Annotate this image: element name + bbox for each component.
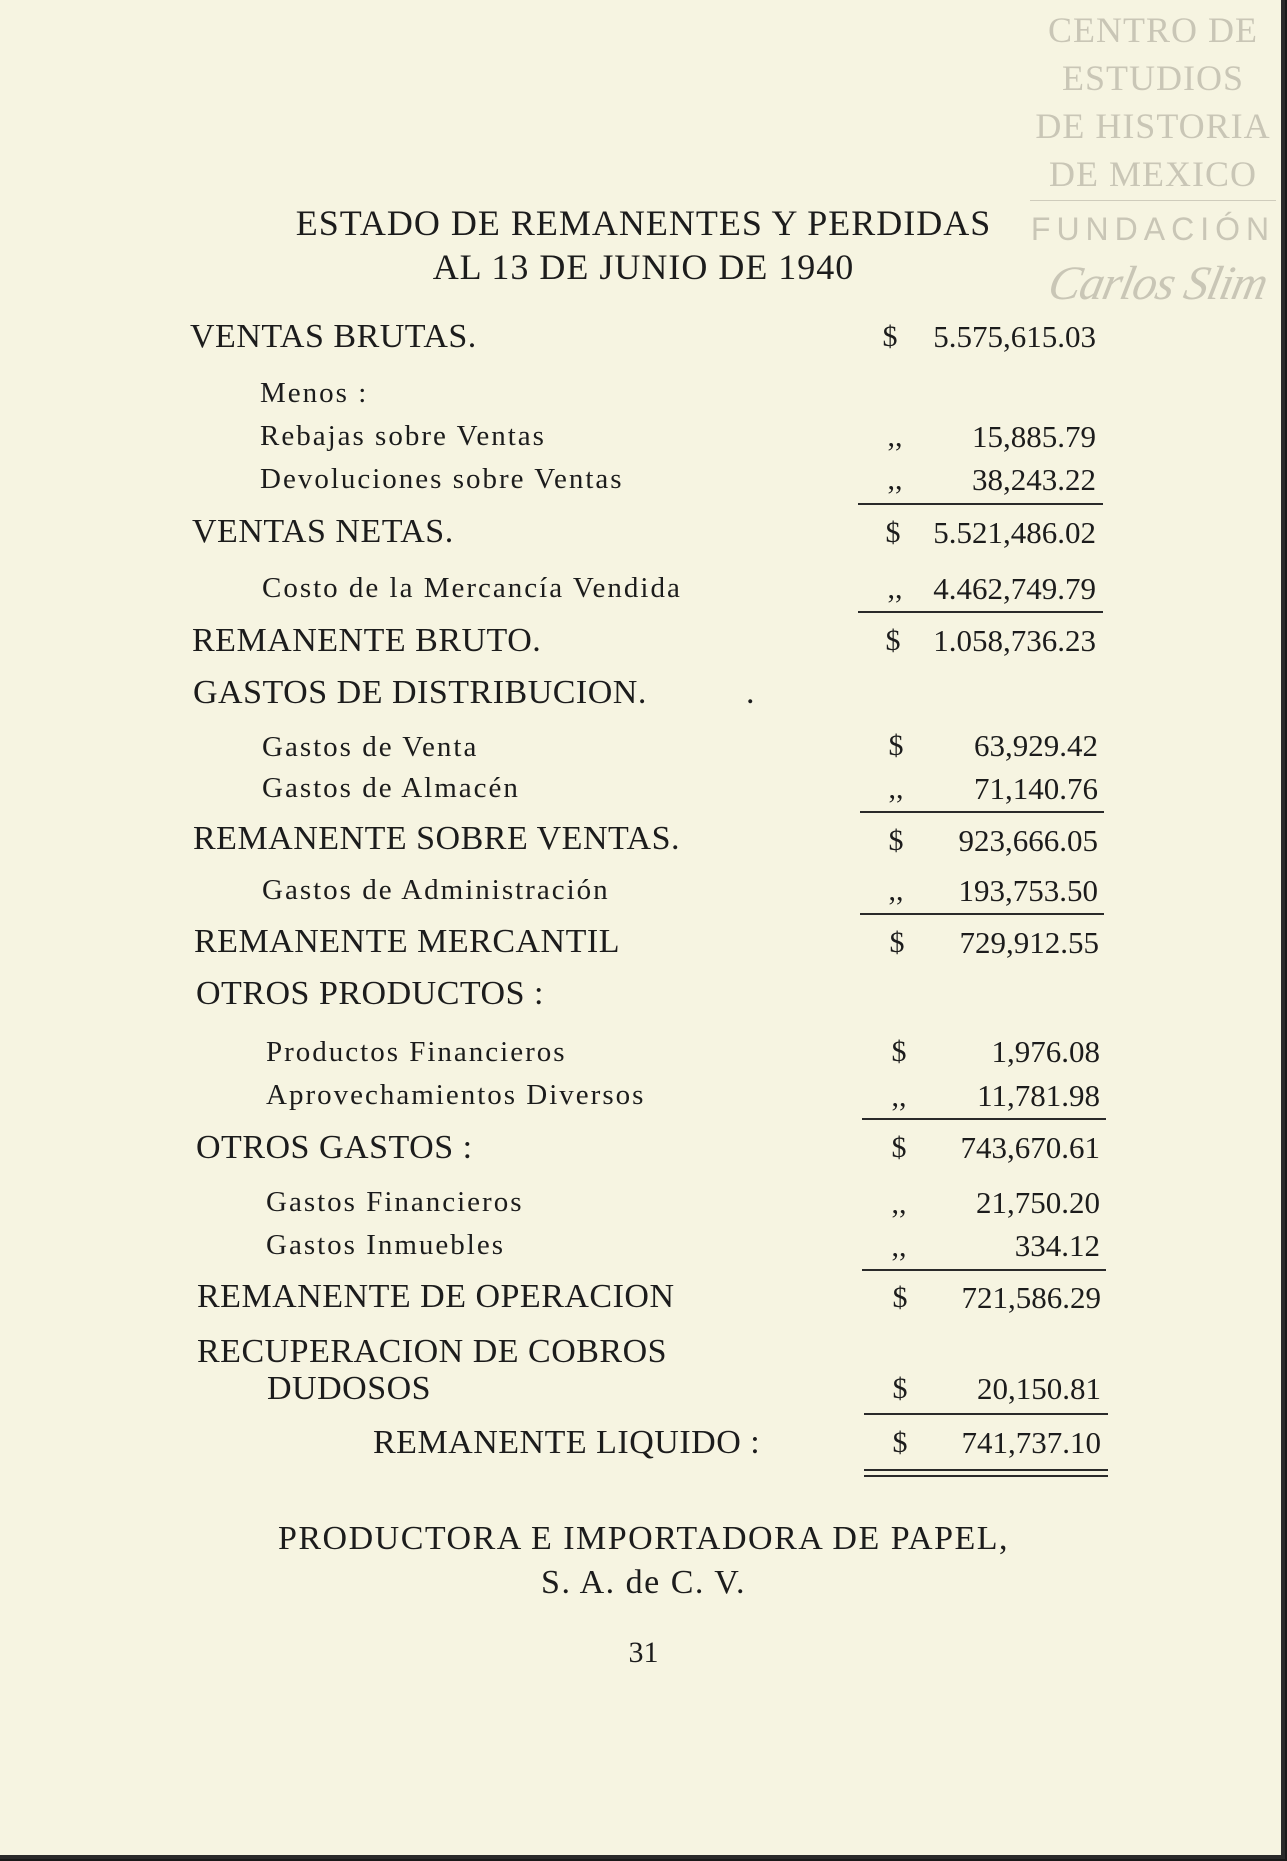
page-number: 31 [628,1636,659,1669]
subtotal-rule [858,611,1103,613]
currency-mark: $ [888,824,904,857]
amount-ventas-brutas: 5.575,615.03 [933,319,1096,354]
row-label-remanente-ventas: REMANENTE SOBRE VENTAS. [193,820,681,857]
ditto-mark: ,, [887,463,903,496]
row-label-leader-dot: . [746,674,755,711]
ditto-mark: ,, [887,572,903,605]
watermark-signature: Carlos Slim [1043,257,1273,310]
row-label-ventas-brutas: VENTAS BRUTAS. [190,318,477,355]
amount-remanente-operacion: 721,586.29 [961,1280,1101,1315]
total-double-rule [864,1475,1108,1477]
company-name: PRODUCTORA E IMPORTADORA DE PAPEL, [277,1520,1010,1557]
amount-remanente-ventas: 923,666.05 [958,823,1098,858]
amount-recuperacion: 20,150.81 [977,1371,1101,1406]
row-label-recuperacion: RECUPERACION DE COBROS [197,1333,668,1370]
subtotal-rule [864,1413,1108,1415]
amount-productos-financieros: 1,976.08 [991,1034,1100,1069]
amount-gastos-financieros: 21,750.20 [976,1185,1100,1220]
total-double-rule [864,1469,1108,1471]
ditto-mark: ,, [888,874,904,907]
watermark-line: ESTUDIOS [1061,58,1244,98]
row-label-gastos-admin: Gastos de Administración [262,874,610,906]
row-label-otros-productos: OTROS PRODUCTOS : [196,975,544,1012]
currency-mark: $ [888,729,904,762]
amount-remanente-liquido: 741,737.10 [961,1425,1101,1460]
company-suffix: S. A. de C. V. [541,1564,746,1601]
row-label-remanente-mercantil: REMANENTE MERCANTIL [194,923,620,960]
amount-remanente-bruto: 1.058,736.23 [933,623,1096,658]
amount-otros-gastos: 743,670.61 [960,1130,1100,1165]
row-label-gastos-almacen: Gastos de Almacén [262,772,520,804]
currency-mark: $ [891,1131,907,1164]
amount-remanente-mercantil: 729,912.55 [959,925,1099,960]
row-label-remanente-liquido: REMANENTE LIQUIDO : [373,1424,761,1461]
row-label-gastos-distribucion: GASTOS DE DISTRIBUCION. [193,674,647,711]
subtotal-rule [860,811,1104,813]
watermark-line: DE MEXICO [1049,154,1257,194]
watermark-line: DE HISTORIA [1035,106,1271,146]
currency-mark: $ [889,926,905,959]
row-label-gastos-financieros: Gastos Financieros [266,1186,524,1218]
watermark-line: CENTRO DE [1048,10,1258,50]
ditto-mark: ,, [891,1187,907,1220]
amount-gastos-venta: 63,929.42 [974,728,1098,763]
currency-mark: $ [885,516,901,549]
ditto-mark: ,, [891,1230,907,1263]
amount-costo: 4.462,749.79 [933,571,1096,606]
amount-devoluciones: 38,243.22 [972,462,1096,497]
currency-mark: $ [891,1035,907,1068]
amount-gastos-admin: 193,753.50 [958,873,1098,908]
watermark-fundacion: FUNDACIÓN [1030,211,1276,247]
statement-date: AL 13 DE JUNIO DE 1940 [432,247,855,287]
watermark-divider [1030,200,1276,201]
row-label-remanente-bruto: REMANENTE BRUTO. [192,622,542,659]
ditto-mark: ,, [888,772,904,805]
row-label-ventas-netas: VENTAS NETAS. [192,513,454,550]
row-label-costo: Costo de la Mercancía Vendida [262,572,682,604]
subtotal-rule [862,1118,1106,1120]
currency-mark: $ [892,1426,908,1459]
ditto-mark: ,, [891,1080,907,1113]
subtotal-rule [858,503,1103,505]
row-label-otros-gastos: OTROS GASTOS : [196,1129,473,1166]
row-label-recuperacion-cont: DUDOSOS [267,1370,432,1407]
currency-mark: $ [885,624,901,657]
amount-ventas-netas: 5.521,486.02 [933,515,1096,550]
row-label-remanente-operacion: REMANENTE DE OPERACION [197,1278,675,1315]
row-label-devoluciones: Devoluciones sobre Ventas [260,463,624,495]
currency-mark: $ [882,320,898,353]
row-label-gastos-venta: Gastos de Venta [262,731,479,763]
amount-rebajas: 15,885.79 [972,419,1096,454]
ditto-mark: ,, [887,420,903,453]
amount-gastos-almacen: 71,140.76 [974,771,1098,806]
subtotal-rule [862,1269,1106,1271]
row-label-menos: Menos : [260,377,369,409]
watermark [1028,6,1278,310]
row-label-gastos-inmuebles: Gastos Inmuebles [266,1229,505,1261]
statement-title: ESTADO DE REMANENTES Y PERDIDAS [295,203,992,243]
row-label-productos-financieros: Productos Financieros [266,1036,567,1068]
amount-gastos-inmuebles: 334.12 [1014,1228,1100,1263]
row-label-aprovechamientos: Aprovechamientos Diversos [266,1079,646,1111]
currency-mark: $ [892,1372,908,1405]
amount-aprovechamientos: 11,781.98 [977,1078,1100,1113]
currency-mark: $ [892,1281,908,1314]
row-label-rebajas: Rebajas sobre Ventas [260,420,546,452]
subtotal-rule [860,913,1104,915]
